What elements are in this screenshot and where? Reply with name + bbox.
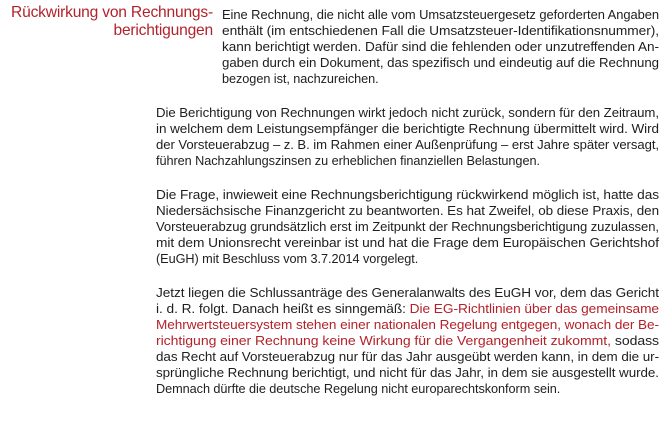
text-line: kann berichtigt werden. Dafür sind die fehlenden oder unzutreffenden An-: [222, 40, 659, 54]
text-line: bezogen ist, nachzureichen.: [222, 72, 379, 86]
section-heading-line-1: Rückwirkung von Rechnungs-: [11, 4, 213, 21]
highlighted-quote: Die EG-Richtlinien über das gemeinsame: [409, 302, 659, 316]
text-line: der Vorsteuerabzug – z. B. im Rahmen einer Außenprüfung – erst Jahre später versagt,: [156, 138, 659, 152]
text-line: Jetzt liegen die Schlussanträge des Generalanwalts des EuGH vor, dem das Gericht: [156, 286, 659, 300]
text-line: (EuGH) mit Beschluss vom 3.7.2014 vorgelegt.: [156, 252, 419, 266]
plain-text: sodass: [611, 334, 659, 348]
text-line: Demnach dürfte die deutsche Regelung nicht europarechtskonform sein.: [156, 382, 561, 396]
section-heading: [0, 4, 213, 40]
highlighted-quote: Mehrwertsteuersystem stehen einer nationalen Regelung entgegen, wonach der Be-: [156, 318, 659, 332]
highlighted-quote: richtigung einer Rechnung keine Wirkung für die Vergangenheit zukommt,: [156, 334, 612, 348]
text-line: enthält (im entschiedenen Fall die Umsatzsteuer-Identifikationsnummer),: [222, 24, 659, 38]
text-line: Niedersächsische Finanzgericht zu beantworten. Es hat Zweifel, ob diese Praxis, den: [156, 204, 659, 218]
text-line: gaben durch ein Dokument, das spezifisch und eindeutig auf die Rechnung: [222, 56, 659, 70]
text-line: Die Berichtigung von Rechnungen wirkt jedoch nicht zurück, sondern für den Zeitraum,: [156, 106, 659, 120]
text-line: sprüngliche Rechnung berichtigt, und nicht für das Jahr, in dem sie ausgestellt wurde.: [156, 366, 659, 380]
text-line: das Recht auf Vorsteuerabzug nur für das Jahr ausgeübt werden kann, in dem die ur-: [156, 350, 659, 364]
text-line: Eine Rechnung, die nicht alle vom Umsatzsteuergesetz geforderten Angaben: [222, 8, 659, 22]
text-line: führen Nachzahlungszinsen zu erheblichen finanziellen Belastungen.: [156, 154, 540, 168]
text-line: [156, 301, 659, 317]
section-heading-line-2: berichtigungen: [113, 22, 213, 39]
text-line: Die Frage, inwieweit eine Rechnungsberichtigung rückwirkend möglich ist, hatte das: [156, 188, 659, 202]
text-line: Vorsteuerabzug grundsätzlich erst im Zeitpunkt der Rechnungsberichtigung zuzulassen,: [156, 220, 659, 234]
text-line: in welchem dem Leistungsempfänger die berichtigte Rechnung übermittelt wird. Wird: [156, 122, 659, 136]
text-line: mit dem Unionsrecht vereinbar ist und hat die Frage dem Europäischen Gerichtshof: [156, 236, 659, 250]
plain-text: i. d. R. folgt. Danach heißt es sinngemäß:: [156, 302, 410, 316]
text-line: [156, 333, 659, 349]
